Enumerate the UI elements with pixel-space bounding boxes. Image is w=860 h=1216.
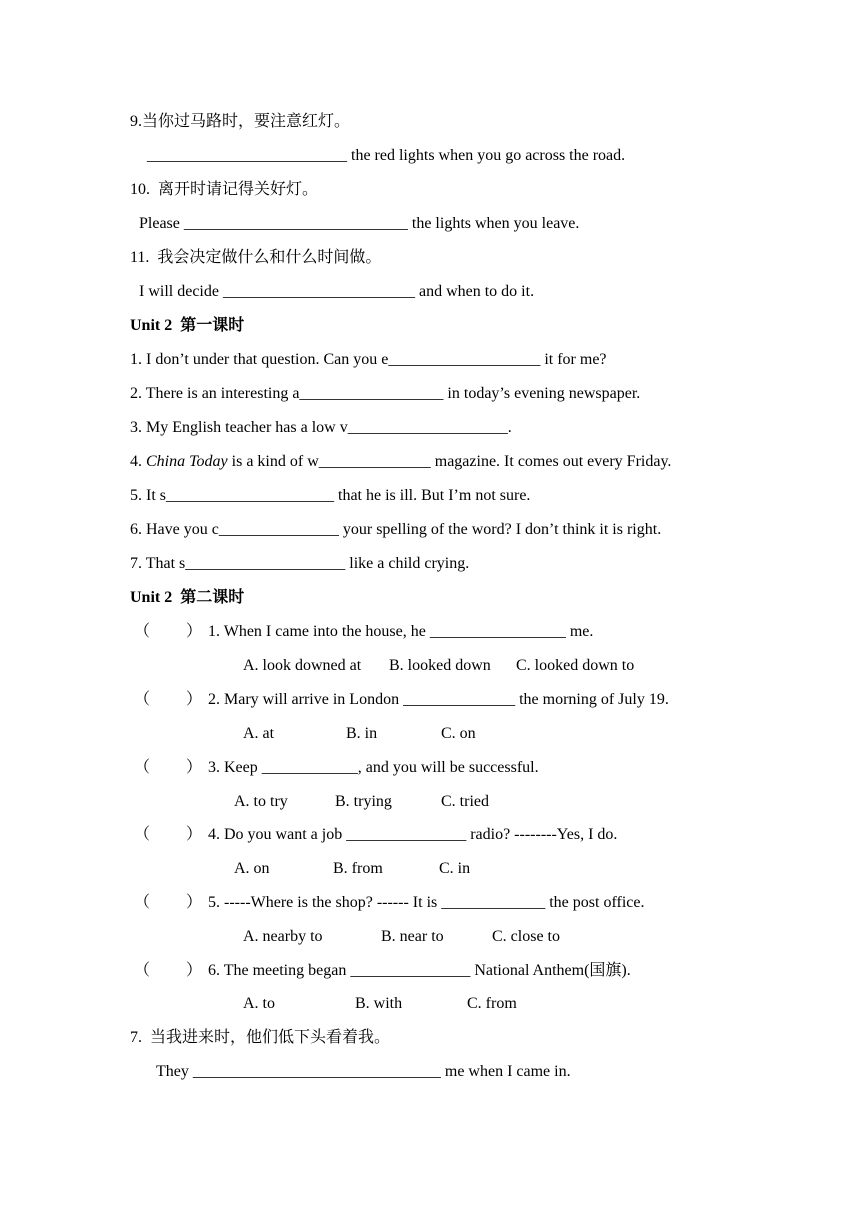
- mc-5-option-b: B. near to: [381, 928, 444, 945]
- mc-1-option-b: B. looked down: [389, 657, 491, 674]
- mc-question-1: 1. When I came into the house, he _________________ me.: [208, 623, 594, 640]
- answer-paren-close: ）: [186, 623, 203, 640]
- mc-1-option-a: A. look downed at: [243, 657, 362, 674]
- mc-1-option-c: C. looked down to: [516, 657, 635, 674]
- answer-paren-open: （: [134, 826, 151, 843]
- mc-3-option-c: C. tried: [441, 793, 489, 810]
- answer-paren-open: （: [134, 623, 151, 640]
- mc-question-2: 2. Mary will arrive in London ______________ the morning of July 19.: [208, 691, 669, 708]
- answer-paren-close: ）: [186, 691, 203, 708]
- mc-question-3: 3. Keep ____________, and you will be successful.: [208, 759, 539, 776]
- question-11-english: I will decide ________________________ and when to do it.: [139, 283, 535, 300]
- question-9-english: _________________________ the red lights when you go across the road.: [147, 147, 626, 164]
- question-7-chinese: 7. 当我进来时，他们低下头看着我。: [130, 1029, 391, 1046]
- answer-paren-open: （: [134, 962, 151, 979]
- lesson1-question-4: 4. China Today is a kind of w______________ magazine. It comes out every Friday.: [130, 453, 672, 470]
- mc-2-option-b: B. in: [346, 725, 378, 742]
- answer-paren-open: （: [134, 691, 151, 708]
- section-heading-unit2-lesson2: Unit 2 第二课时: [130, 589, 245, 606]
- lesson1-question-2: 2. There is an interesting a__________________ in today’s evening newspaper.: [130, 385, 641, 402]
- mc-4-option-b: B. from: [333, 860, 383, 877]
- mc-6-option-a: A. to: [243, 995, 275, 1012]
- mc-2-option-a: A. at: [243, 725, 275, 742]
- answer-paren-close: ）: [186, 759, 203, 776]
- mc-5-option-c: C. close to: [492, 928, 560, 945]
- lesson1-question-6: 6. Have you c_______________ your spelling of the word? I don’t think it is right.: [130, 521, 662, 538]
- lesson1-question-7: 7. That s____________________ like a child crying.: [130, 555, 470, 572]
- mc-question-6: 6. The meeting began _______________ National Anthem(国旗).: [208, 962, 631, 979]
- answer-paren-open: （: [134, 759, 151, 776]
- question-9-chinese: 9.当你过马路时，要注意红灯。: [130, 113, 351, 130]
- lesson1-question-1: 1. I don’t under that question. Can you e___________________ it for me?: [130, 351, 607, 368]
- answer-paren-close: ）: [186, 894, 203, 911]
- lesson1-question-3: 3. My English teacher has a low v____________________.: [130, 419, 512, 436]
- answer-paren-open: （: [134, 894, 151, 911]
- question-7-english: They _______________________________ me when I came in.: [156, 1063, 571, 1080]
- mc-2-option-c: C. on: [441, 725, 476, 742]
- mc-4-option-c: C. in: [439, 860, 471, 877]
- mc-5-option-a: A. nearby to: [243, 928, 323, 945]
- mc-3-option-b: B. trying: [335, 793, 392, 810]
- mc-6-option-c: C. from: [467, 995, 517, 1012]
- section-heading-unit2-lesson1: Unit 2 第一课时: [130, 317, 245, 334]
- mc-3-option-a: A. to try: [234, 793, 288, 810]
- mc-question-5: 5. -----Where is the shop? ------ It is _____________ the post office.: [208, 894, 645, 911]
- answer-paren-close: ）: [186, 962, 203, 979]
- answer-paren-close: ）: [186, 826, 203, 843]
- question-10-english: Please ____________________________ the lights when you leave.: [139, 215, 580, 232]
- question-11-chinese: 11. 我会决定做什么和什么时间做。: [130, 249, 382, 266]
- mc-6-option-b: B. with: [355, 995, 403, 1012]
- mc-4-option-a: A. on: [234, 860, 270, 877]
- lesson1-question-5: 5. It s_____________________ that he is ill. But I’m not sure.: [130, 487, 531, 504]
- question-10-chinese: 10. 离开时请记得关好灯。: [130, 181, 319, 198]
- mc-question-4: 4. Do you want a job _______________ radio? --------Yes, I do.: [208, 826, 618, 843]
